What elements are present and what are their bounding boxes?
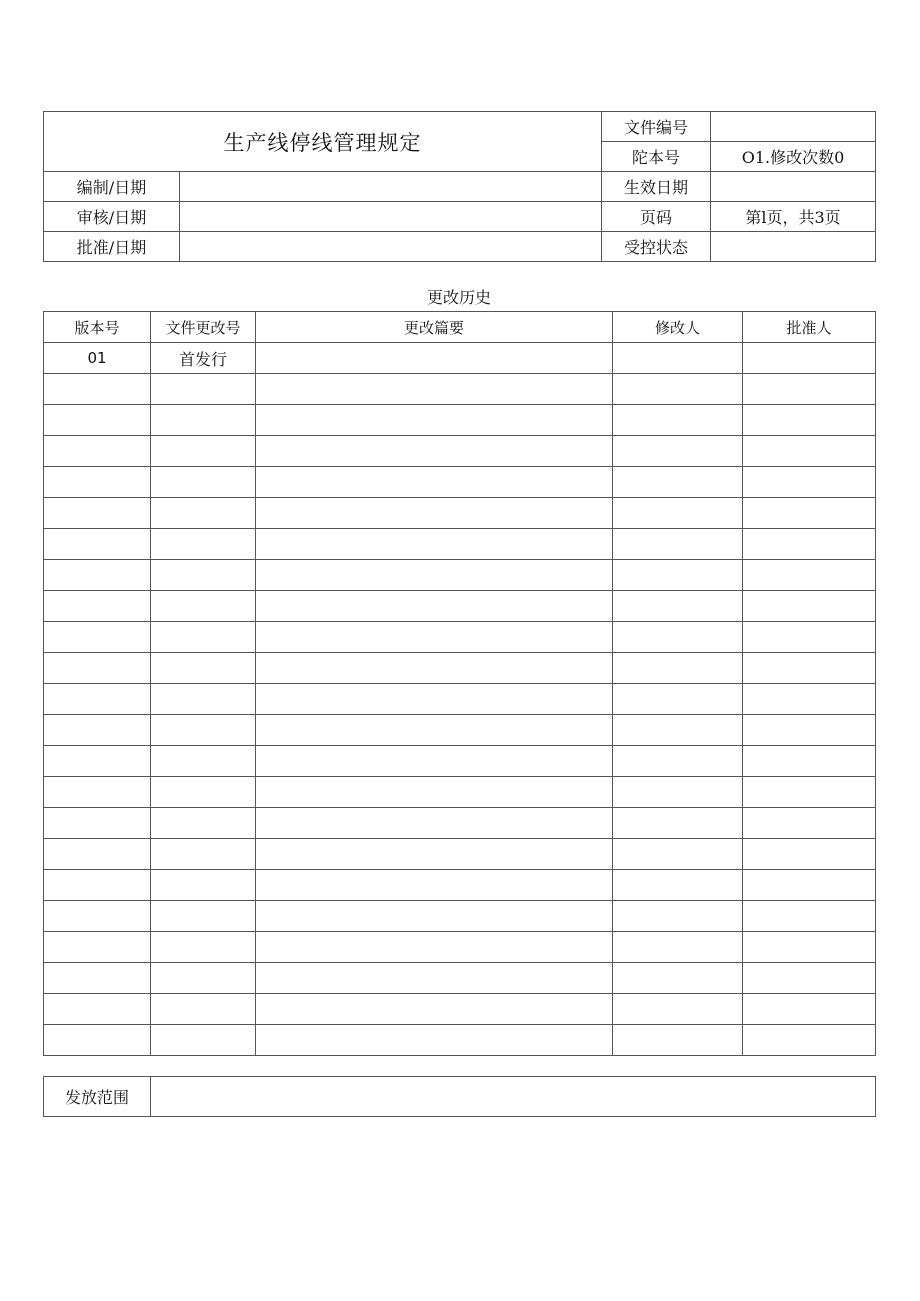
modifier-cell [613,529,743,560]
version-cell [44,715,151,746]
table-row [44,839,876,870]
modifier-cell [613,498,743,529]
modifier-cell [613,1025,743,1056]
change-summary-cell [256,653,613,684]
change-summary-cell [256,684,613,715]
effective-date-label: 生效日期 [602,172,711,202]
column-header-modifier: 修改人 [613,312,743,343]
history-header-row [44,312,876,343]
version-cell: 01 [44,343,151,374]
change-number-cell [151,901,256,932]
modifier-cell [613,963,743,994]
approver-cell [743,405,876,436]
control-status-label: 受控状态 [602,232,711,262]
version-cell [44,932,151,963]
approver-cell [743,591,876,622]
approver-cell [743,746,876,777]
distribution-table [43,1076,876,1117]
table-row [44,1025,876,1056]
approver-cell [743,560,876,591]
change-number-cell [151,715,256,746]
control-status-value [711,232,876,262]
version-cell [44,684,151,715]
change-summary-cell [256,901,613,932]
change-summary-cell [256,932,613,963]
table-row [44,436,876,467]
version-cell [44,963,151,994]
change-summary-cell [256,777,613,808]
change-history-table [43,311,876,1056]
modifier-cell [613,653,743,684]
version-cell [44,591,151,622]
table-row [44,746,876,777]
version-cell [44,560,151,591]
column-header-change-number: 文件更改号 [151,312,256,343]
document-header-table [43,111,876,262]
modifier-cell [613,374,743,405]
change-summary-cell [256,591,613,622]
change-number-cell [151,622,256,653]
prepared-value [180,172,602,202]
change-number-cell [151,591,256,622]
modifier-cell [613,715,743,746]
modifier-cell [613,591,743,622]
modifier-cell [613,777,743,808]
table-row [44,715,876,746]
effective-date-value [711,172,876,202]
change-number-cell [151,839,256,870]
modifier-cell [613,684,743,715]
table-row [44,963,876,994]
change-summary-cell [256,436,613,467]
modifier-cell [613,901,743,932]
change-summary-cell [256,808,613,839]
version-cell [44,746,151,777]
page-value: 第l页，共3页 [711,202,876,232]
approver-cell [743,994,876,1025]
version-label: 陀本号 [602,142,711,172]
version-cell [44,498,151,529]
distribution-value [151,1077,876,1117]
version-cell [44,994,151,1025]
modifier-cell [613,405,743,436]
modifier-cell [613,560,743,591]
modifier-cell [613,808,743,839]
approver-cell [743,498,876,529]
table-row [44,870,876,901]
prepared-label: 编制/日期 [44,172,180,202]
change-summary-cell [256,1025,613,1056]
version-cell [44,808,151,839]
approver-cell [743,777,876,808]
change-summary-cell [256,839,613,870]
table-row [44,777,876,808]
version-cell [44,653,151,684]
modifier-cell [613,839,743,870]
table-row [44,591,876,622]
table-row [44,467,876,498]
version-cell [44,1025,151,1056]
version-cell [44,622,151,653]
distribution-label: 发放范围 [44,1077,151,1117]
doc-number-value [711,112,876,142]
approver-cell [743,467,876,498]
table-row [44,994,876,1025]
modifier-cell [613,436,743,467]
version-cell [44,405,151,436]
version-cell [44,529,151,560]
change-number-cell [151,436,256,467]
approver-cell [743,870,876,901]
modifier-cell [613,932,743,963]
reviewed-value [180,202,602,232]
table-row [44,560,876,591]
document-title: 生产线停线管理规定 [44,112,602,172]
change-summary-cell [256,498,613,529]
table-row [44,808,876,839]
approver-cell [743,374,876,405]
modifier-cell [613,746,743,777]
change-summary-cell [256,374,613,405]
approver-cell [743,622,876,653]
approver-cell [743,684,876,715]
version-cell [44,436,151,467]
table-row [44,932,876,963]
change-number-cell [151,684,256,715]
version-cell [44,901,151,932]
approver-cell [743,529,876,560]
version-value: O1.修改次数0 [711,142,876,172]
change-summary-cell [256,870,613,901]
version-cell [44,870,151,901]
table-row [44,498,876,529]
modifier-cell [613,622,743,653]
modifier-cell [613,994,743,1025]
table-row [44,684,876,715]
change-summary-cell [256,994,613,1025]
reviewed-label: 审核/日期 [44,202,180,232]
approver-cell [743,653,876,684]
change-number-cell [151,777,256,808]
approved-value [180,232,602,262]
approver-cell [743,839,876,870]
table-row [44,343,876,374]
approver-cell [743,715,876,746]
table-row [44,622,876,653]
modifier-cell [613,870,743,901]
table-row [44,374,876,405]
change-number-cell [151,560,256,591]
table-row [44,901,876,932]
page-label: 页码 [602,202,711,232]
change-number-cell [151,808,256,839]
column-header-approver: 批准人 [743,312,876,343]
change-number-cell: 首发行 [151,343,256,374]
change-number-cell [151,653,256,684]
history-title: 更改历史 [426,288,491,307]
change-number-cell [151,498,256,529]
table-row [44,405,876,436]
change-number-cell [151,405,256,436]
approver-cell [743,963,876,994]
doc-number-label: 文件编号 [602,112,711,142]
version-cell [44,839,151,870]
column-header-change-summary: 更改篇要 [256,312,613,343]
change-number-cell [151,467,256,498]
version-cell [44,777,151,808]
change-number-cell [151,932,256,963]
change-summary-cell [256,622,613,653]
approver-cell [743,808,876,839]
change-number-cell [151,746,256,777]
change-number-cell [151,1025,256,1056]
column-header-version: 版本号 [44,312,151,343]
approver-cell [743,436,876,467]
change-summary-cell [256,560,613,591]
approved-label: 批准/日期 [44,232,180,262]
change-summary-cell [256,405,613,436]
version-cell [44,467,151,498]
version-cell [44,374,151,405]
change-summary-cell [256,715,613,746]
change-number-cell [151,870,256,901]
change-summary-cell [256,529,613,560]
approver-cell [743,901,876,932]
table-row [44,653,876,684]
change-number-cell [151,529,256,560]
change-number-cell [151,963,256,994]
approver-cell [743,343,876,374]
approver-cell [743,1025,876,1056]
table-row [44,529,876,560]
modifier-cell [613,467,743,498]
change-summary-cell [256,963,613,994]
change-summary-cell [256,746,613,777]
approver-cell [743,932,876,963]
change-summary-cell [256,343,613,374]
change-number-cell [151,994,256,1025]
modifier-cell [613,343,743,374]
change-number-cell [151,374,256,405]
change-summary-cell [256,467,613,498]
